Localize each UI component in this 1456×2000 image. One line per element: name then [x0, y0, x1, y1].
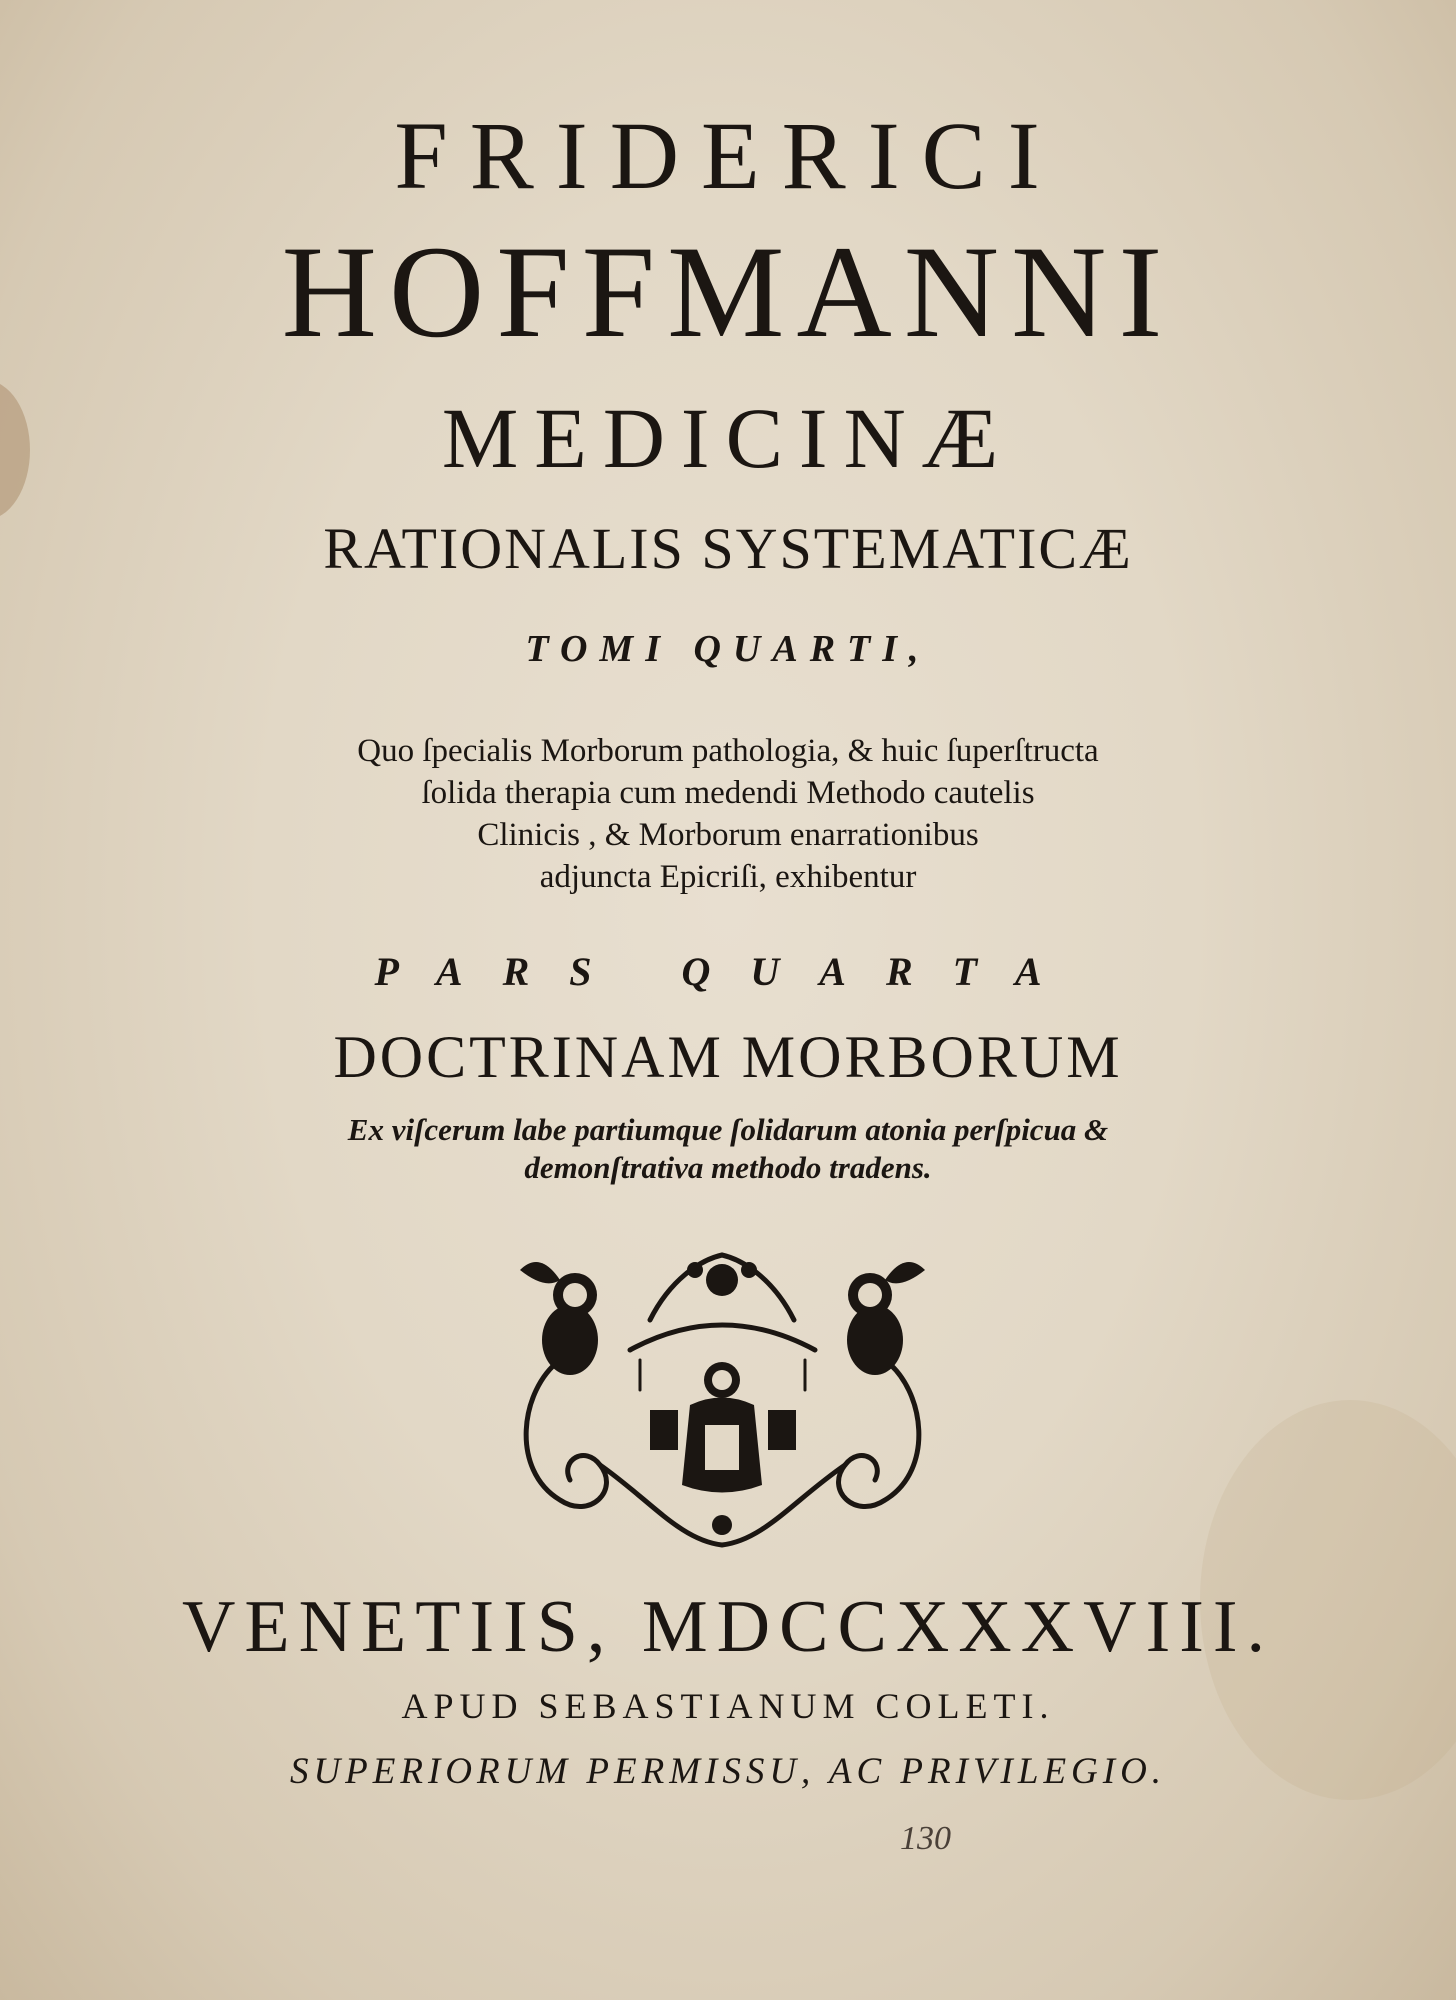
title-line-1: MEDICINÆ: [441, 390, 1015, 486]
imprint-place-date: VENETIIS, MDCCXXXVIII.: [181, 1586, 1275, 1668]
title-line-2: RATIONALIS SYSTEMATICÆ: [323, 516, 1133, 581]
subject-desc-line-1: Ex viſcerum labe partiumque ſolidarum atonia perſpicua &: [347, 1112, 1109, 1147]
printer-ornament-icon: [500, 1240, 945, 1555]
tomus-line: TOMI QUARTI,: [525, 628, 931, 670]
description-line-3: Clinicis , & Morborum enarrationibus: [477, 817, 979, 853]
permission-line: SUPERIORUM PERMISSU, AC PRIVILEGIO.: [289, 1751, 1167, 1792]
subject-line: DOCTRINAM MORBORUM: [333, 1024, 1123, 1090]
description-line-4: adjuncta Epicriſi, exhibentur: [539, 859, 917, 895]
pars-line: PARS QUARTA: [374, 949, 1082, 994]
subject-desc-line-2: demonſtrativa methodo tradens.: [524, 1150, 932, 1185]
description-line-2: ſolida therapia cum medendi Methodo cautelis: [421, 775, 1035, 811]
publisher-line: APUD SEBASTIANUM COLETI.: [401, 1686, 1055, 1726]
handwritten-annotation: 130: [900, 1820, 951, 1857]
author-last-name: HOFFMANNI: [281, 218, 1175, 365]
author-first-name: FRIDERICI: [394, 102, 1062, 209]
description-line-1: Quo ſpecialis Morborum pathologia, & huic ſuperſtructa: [357, 733, 1099, 769]
